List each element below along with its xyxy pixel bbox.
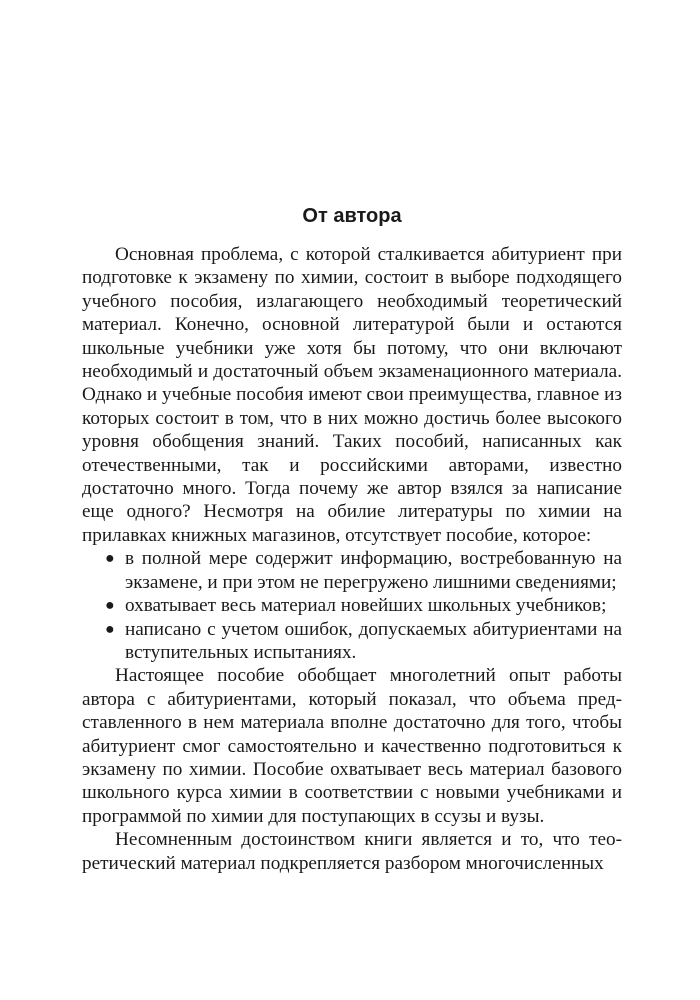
- page-body: [82, 203, 622, 875]
- bullet-icon: ●: [105, 620, 115, 638]
- paragraph-intro: Основная проблема, с которой сталкивается абитуриент при подготовке к экзамену по химии, состоит в выборе подходящего учебного пособия, излагающего необходимый теоретический материал. Конечно, основной литературой были и остаются школьные учебники уже хотя бы потому, что они включают необходимый и достаточный объем экзаменационного материала. Однако и учебные пособия имеют свои преимущества, главное из которых состоит в том, что в них можно достичь более высокого уровня обобщения знаний. Таких пособий, написанных как отечественными, так и российскими авторами, известно достаточно много. Тогда почему же автор взялся за написание еще одного? Несмотря на обилие литературы по химии на прилавках книжных магазинов, отсутствует пособие, которое:: [82, 244, 622, 546]
- requirements-list: [82, 547, 622, 664]
- paragraph-advantages: Несомненным достоинством книги является и то, что теоретический материал подкрепляется разбором многочисленных: [82, 829, 622, 874]
- bullet-icon: ●: [105, 550, 115, 568]
- list-item-text: охватывает весь материал новейших школьных учебников;: [125, 595, 607, 617]
- list-item-text: в полной мере содержит информацию, востребованную на экзамене, и при этом не перегружено лишними сведениями;: [125, 548, 622, 593]
- list-item-text: написано с учетом ошибок, допускаемых абитуриентами на вступительных испытаниях.: [125, 618, 622, 663]
- bullet-icon: ●: [105, 597, 115, 615]
- list-item: [105, 547, 622, 594]
- list-item: [105, 618, 622, 665]
- section-title: От автора: [302, 205, 402, 227]
- paragraph-summary: Настоящее пособие обобщает многолетний опыт работы автора с абитуриентами, который показал, что объема представленного в нем материала вполне достаточно для того, чтобы абитуриент смог самостоятельно и качественно подготовиться к экзамену по химии. Пособие охватывает весь материал базового школьного курса химии в соответствии с новыми учебниками и программой по химии для поступающих в ссузы и вузы.: [82, 665, 622, 827]
- list-item: [105, 594, 622, 617]
